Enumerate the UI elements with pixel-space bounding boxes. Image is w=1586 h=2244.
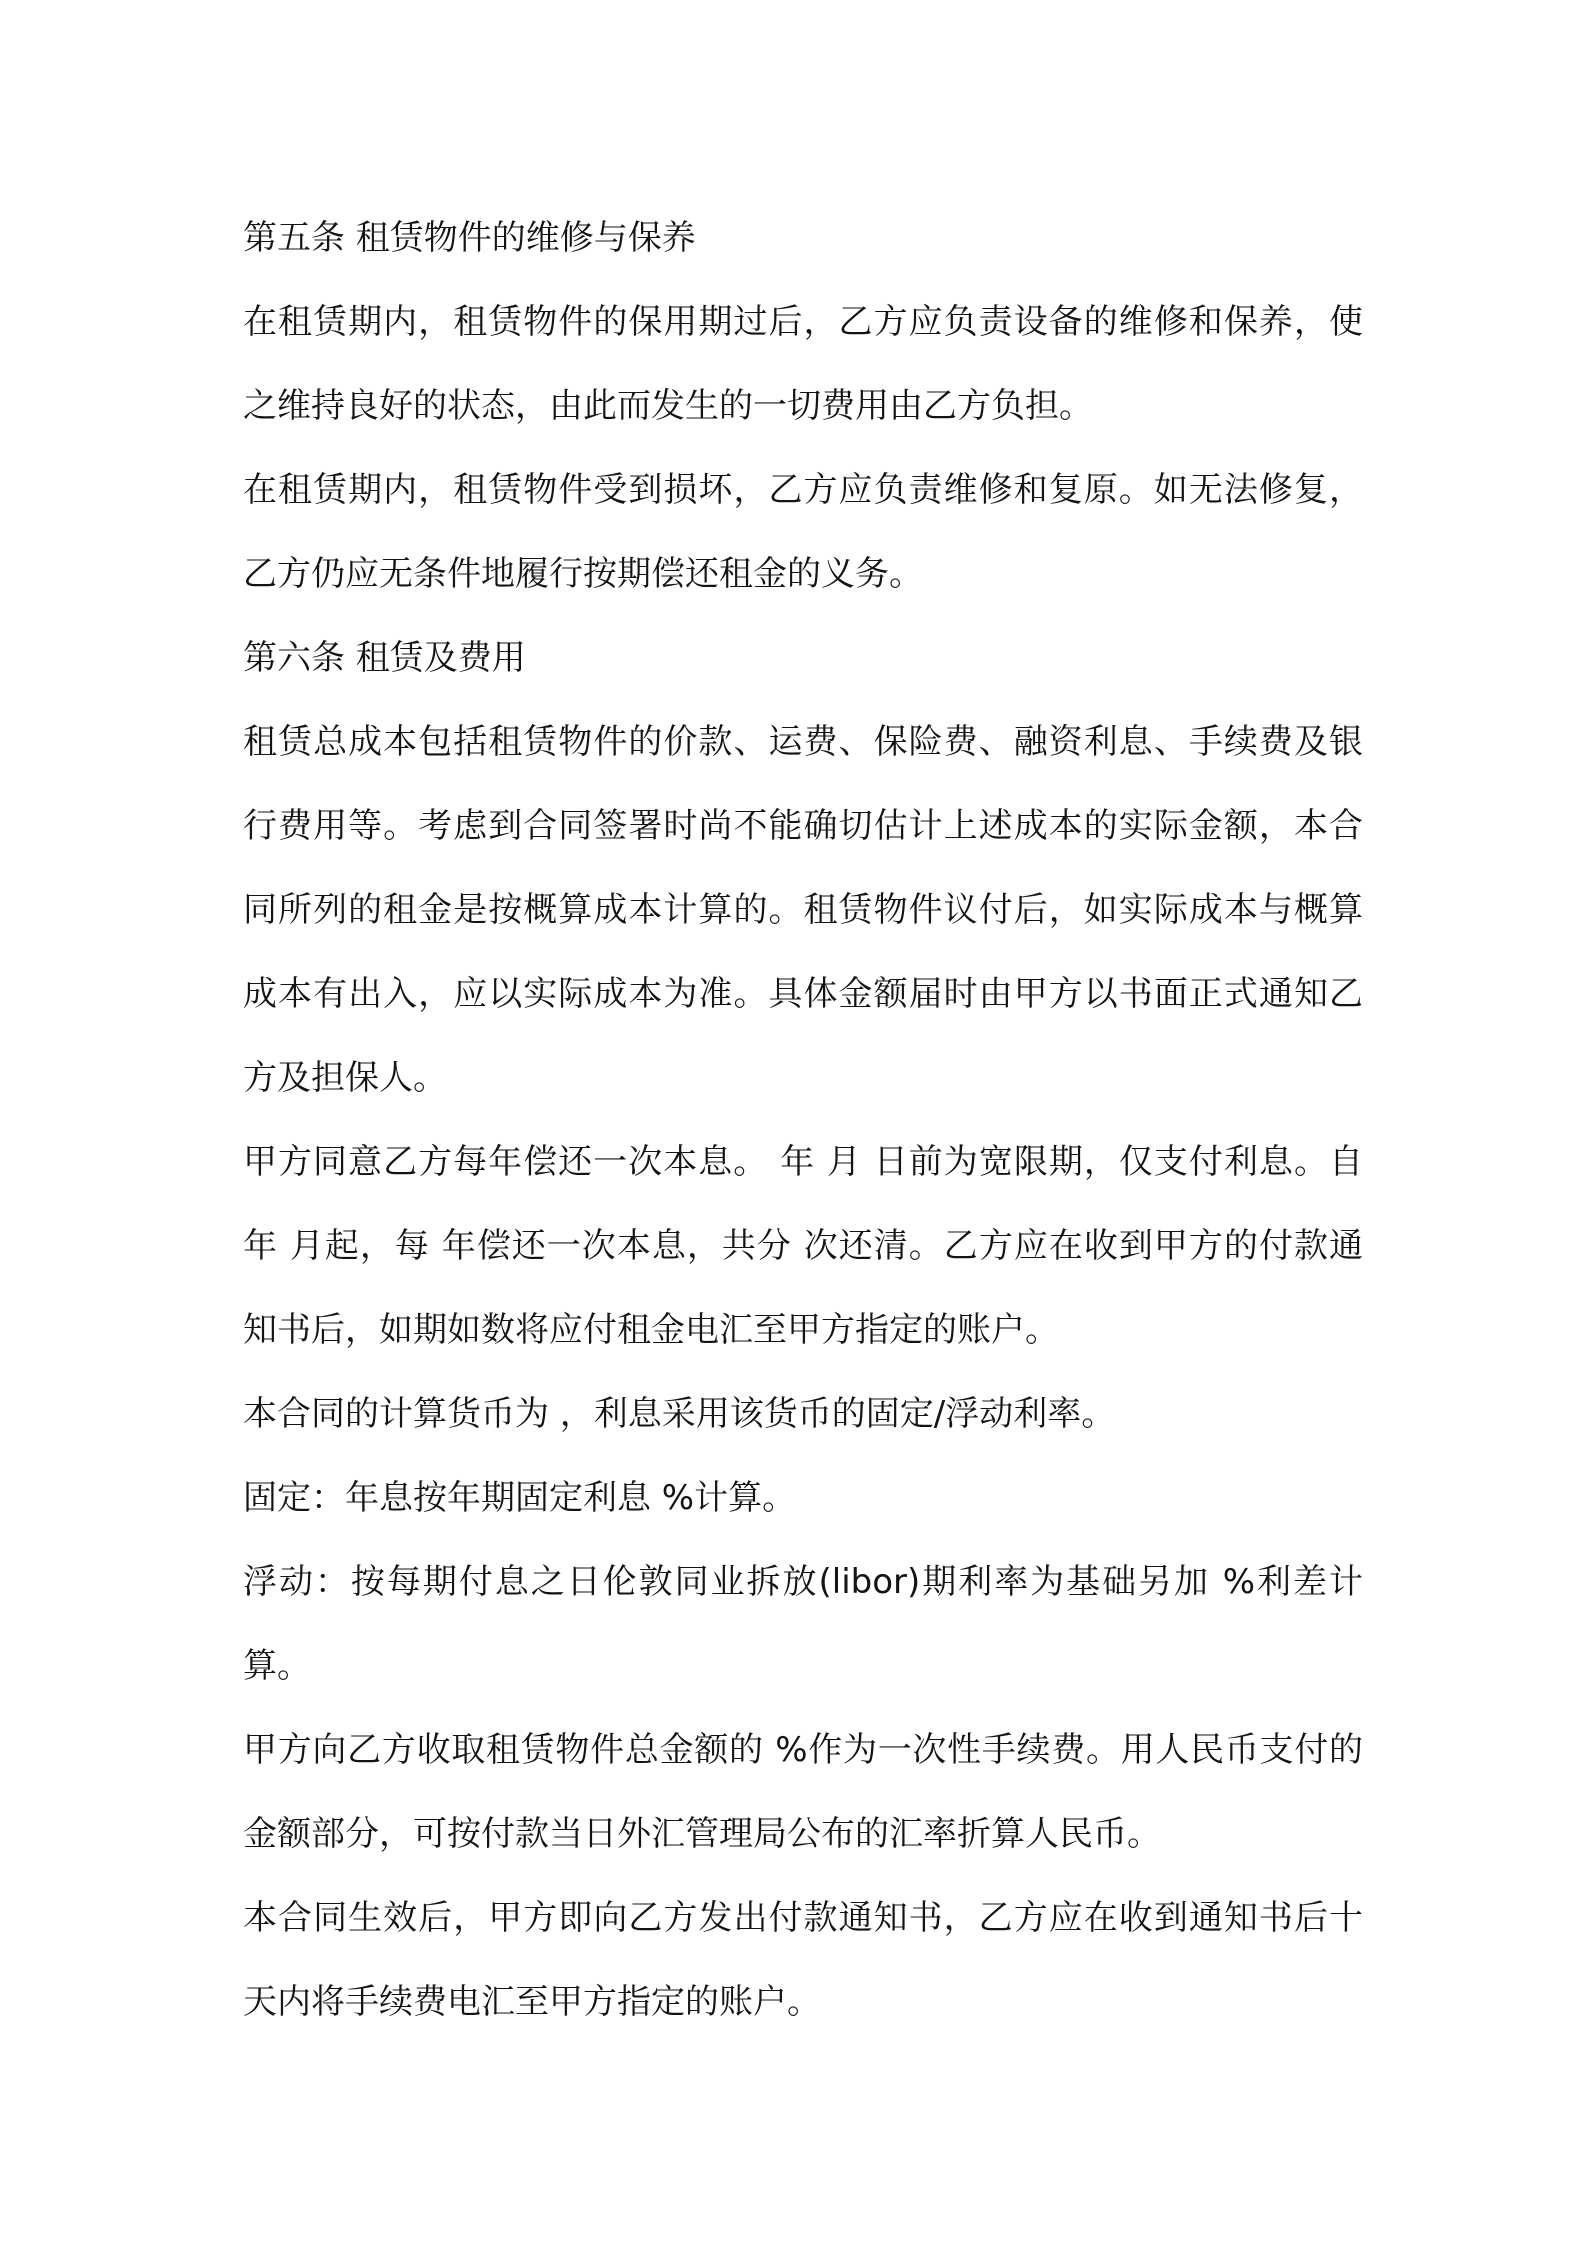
- article-5-heading: 第五条 租赁物件的维修与保养: [243, 218, 696, 258]
- paragraph-maintenance-duty: 在租赁期内，租赁物件的保用期过后，乙方应负责设备的维修和保养，使之维持良好的状态，由此而发生的一切费用由乙方负担。: [243, 302, 1363, 426]
- paragraph-currency: 本合同的计算货币为 ，利息采用该货币的固定/浮动利率。: [243, 1394, 1116, 1434]
- paragraph-damage-repair: 在租赁期内，租赁物件受到损坏，乙方应负责维修和复原。如无法修复，乙方仍应无条件地履行按期偿还租金的义务。: [243, 470, 1363, 594]
- paragraph-fixed-rate: 固定：年息按年期固定利息 %计算。: [243, 1478, 797, 1518]
- article-6-heading: 第六条 租赁及费用: [243, 638, 526, 678]
- document-body: [243, 196, 1363, 2044]
- paragraph-repayment: 甲方同意乙方每年偿还一次本息。 年 月 日前为宽限期，仅支付利息。自 年 月起，每 年偿还一次本息，共分 次还清。乙方应在收到甲方的付款通知书后，如期如数将应付租金电汇至甲方指定的账户。: [243, 1142, 1363, 1350]
- paragraph-handling-fee: 甲方向乙方收取租赁物件总金额的 %作为一次性手续费。用人民币支付的金额部分，可按付款当日外汇管理局公布的汇率折算人民币。: [243, 1730, 1363, 1854]
- paragraph-total-cost: 租赁总成本包括租赁物件的价款、运费、保险费、融资利息、手续费及银行费用等。考虑到合同签署时尚不能确切估计上述成本的实际金额，本合同所列的租金是按概算成本计算的。租赁物件议付后，如实际成本与概算成本有出入，应以实际成本为准。具体金额届时由甲方以书面正式通知乙方及担保人。: [243, 722, 1363, 1098]
- paragraph-floating-rate: 浮动：按每期付息之日伦敦同业拆放(libor)期利率为基础另加 %利差计算。: [243, 1562, 1363, 1686]
- paragraph-payment-notice: 本合同生效后，甲方即向乙方发出付款通知书，乙方应在收到通知书后十天内将手续费电汇至甲方指定的账户。: [243, 1898, 1363, 2022]
